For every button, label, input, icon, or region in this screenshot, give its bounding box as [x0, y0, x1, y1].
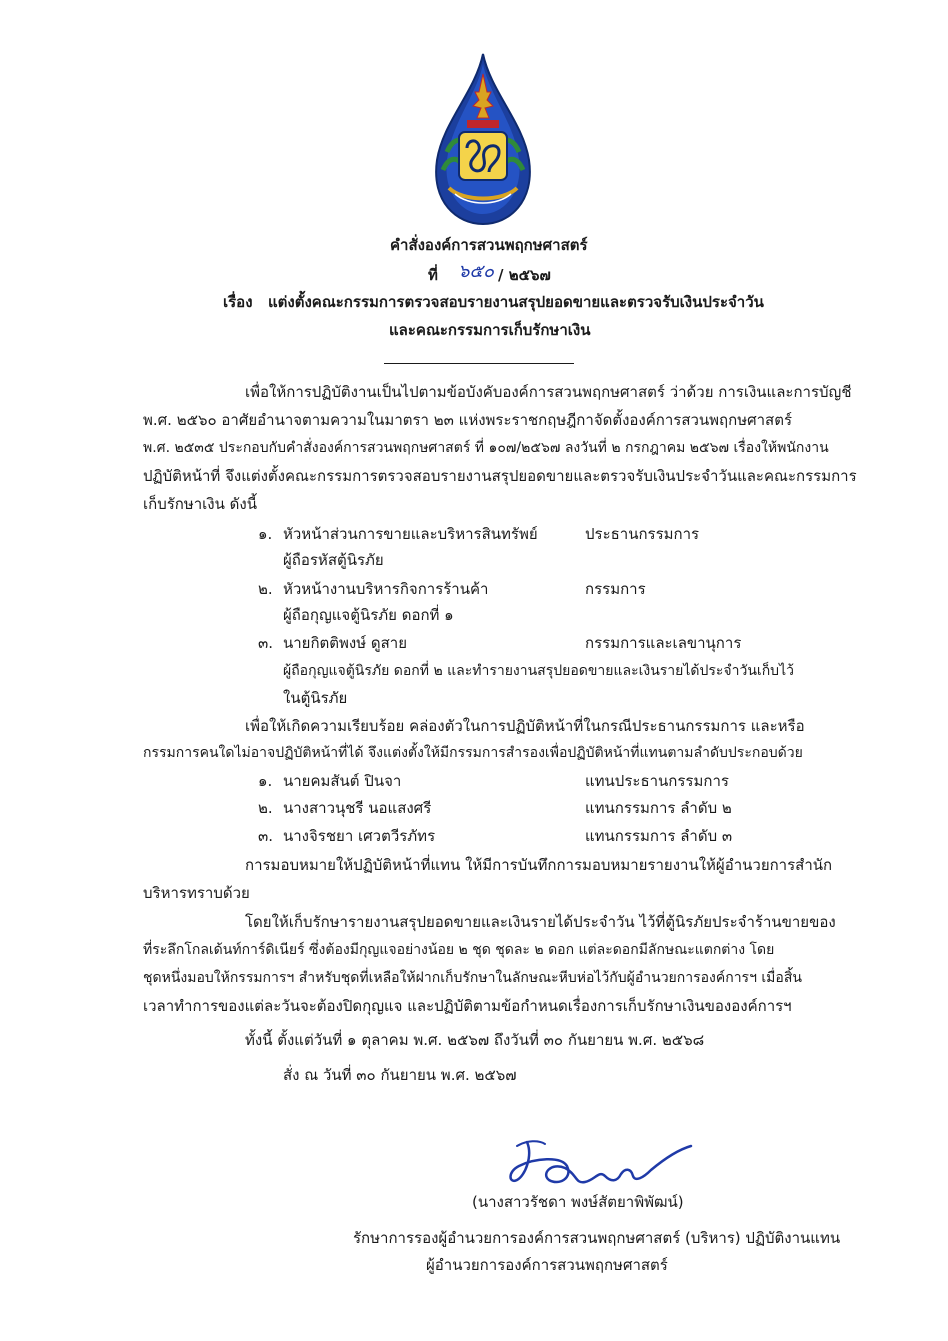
effective-period: ทั้งนี้ ตั้งแต่วันที่ ๑ ตุลาคม พ.ศ. ๒๕๖๗ ถึงวันที่ ๓๐ กันยายน พ.ศ. ๒๕๖๘ [245, 1031, 705, 1049]
handwritten-signature-icon [505, 1132, 695, 1192]
organization-emblem-icon [423, 52, 543, 227]
para3-line-2: บริหารทราบด้วย [143, 884, 250, 902]
subject-line-1: แต่งตั้งคณะกรรมการตรวจสอบรายงานสรุปยอดขายและตรวจรับเงินประจำวัน [268, 293, 764, 311]
signer-name: (นางสาวรัชดา พงษ์สัตยาพิพัฒน์) [472, 1193, 684, 1211]
signer-position-line-1: รักษาการรองผู้อำนวยการองค์การสวนพฤกษศาสตร์ (บริหาร) ปฏิบัติงานแทน [353, 1229, 841, 1247]
para4-line-4: เวลาทำการของแต่ละวันจะต้องปิดกุญแจ และปฏิบัติตามข้อกำหนดเรื่องการเก็บรักษาเงินขององค์การฯ [143, 997, 792, 1015]
para1-line-3: พ.ศ. ๒๕๓๕ ประกอบกับคำสั่งองค์การสวนพฤกษศาสตร์ ที่ ๑๐๗/๒๕๖๗ ลงวันที่ ๒ กรกฎาคม ๒๕๖๗ เรื่องให้พนักงาน [143, 440, 829, 456]
order-date: สั่ง ณ วันที่ ๓๐ กันยายน พ.ศ. ๒๕๖๗ [283, 1066, 517, 1084]
subject-label: เรื่อง [223, 293, 253, 311]
reserve-2-role: แทนกรรมการ ลำดับ ๒ [585, 799, 732, 817]
committee-3-note-line-1: ผู้ถือกุญแจตู้นิรภัย ดอกที่ ๒ และทำรายงานสรุปยอดขายและเงินรายได้ประจำวันเก็บไว้ [283, 663, 794, 679]
committee-3-name: นายกิตติพงษ์ ดูสาย [283, 634, 408, 652]
para1-line-2: พ.ศ. ๒๕๖๐ อาศัยอำนาจตามความในมาตรา ๒๓ แห่งพระราชกฤษฎีกาจัดตั้งองค์การสวนพฤกษศาสตร์ [143, 411, 793, 429]
order-number-year: / ๒๕๖๗ [498, 266, 551, 284]
reserve-3-role: แทนกรรมการ ลำดับ ๓ [585, 827, 733, 845]
committee-1-name: หัวหน้าส่วนการขายและบริหารสินทรัพย์ [283, 525, 538, 543]
reserve-2-name: นางสาวนุชรี นอแสงศรี [283, 799, 432, 817]
reserve-1-role: แทนประธานกรรมการ [585, 772, 729, 790]
committee-3-role: กรรมการและเลขานุการ [585, 634, 742, 652]
para1-line-1: เพื่อให้การปฏิบัติงานเป็นไปตามข้อบังคับองค์การสวนพฤกษศาสตร์ ว่าด้วย การเงินและการบัญชี [245, 383, 852, 401]
order-number-label: ที่ [428, 266, 438, 284]
committee-2-number: ๒. [258, 580, 273, 598]
para3-line-1: การมอบหมายให้ปฏิบัติหน้าที่แทน ให้มีการบันทึกการมอบหมายรายงานให้ผู้อำนวยการสำนัก [245, 856, 833, 874]
order-title: คำสั่งองค์การสวนพฤกษศาสตร์ [390, 236, 588, 254]
para4-line-1: โดยให้เก็บรักษารายงานสรุปยอดขายและเงินรายได้ประจำวัน ไว้ที่ตู้นิรภัยประจำร้านขายของ [245, 913, 836, 931]
reserve-1-name: นายคมสันต์ ปินจา [283, 772, 402, 790]
para4-line-2: ที่ระลึกโกลเด้นท์การ์ดิเนียร์ ซึ่งต้องมีกุญแจอย่างน้อย ๒ ชุด ชุดละ ๒ ดอก แต่ละดอกมีลักษณะแตกต่าง โดย [143, 942, 775, 958]
heading-divider [384, 363, 574, 364]
para4-line-3: ชุดหนึ่งมอบให้กรรมการฯ สำหรับชุดที่เหลือให้ฝากเก็บรักษาในลักษณะหีบห่อไว้กับผู้อำนวยการองค์การฯ เมื่อสิ้น [143, 970, 802, 986]
committee-3-note-line-2: ในตู้นิรภัย [283, 689, 348, 707]
para2-line-1: เพื่อให้เกิดความเรียบร้อย คล่องตัวในการปฏิบัติหน้าที่ในกรณีประธานกรรมการ และหรือ [245, 717, 805, 735]
committee-2-note: ผู้ถือกุญแจตู้นิรภัย ดอกที่ ๑ [283, 606, 454, 624]
committee-2-name: หัวหน้างานบริหารกิจการร้านค้า [283, 580, 489, 598]
reserve-3-name: นางจิรชยา เศวตวีรภัทร [283, 827, 436, 845]
committee-3-number: ๓. [258, 634, 274, 652]
reserve-3-number: ๓. [258, 827, 274, 845]
para1-line-5: เก็บรักษาเงิน ดังนี้ [143, 495, 257, 513]
reserve-2-number: ๒. [258, 799, 273, 817]
reserve-1-number: ๑. [258, 772, 273, 790]
para2-line-2: กรรมการคนใดไม่อาจปฏิบัติหน้าที่ได้ จึงแต่งตั้งให้มีกรรมการสำรองเพื่อปฏิบัติหน้าที่แทนตามลำดับประกอบด้วย [143, 745, 803, 761]
committee-1-note: ผู้ถือรหัสตู้นิรภัย [283, 551, 384, 569]
order-number-handwritten: ๖๕๐ [458, 261, 495, 282]
committee-1-role: ประธานกรรมการ [585, 525, 700, 543]
committee-2-role: กรรมการ [585, 580, 646, 598]
committee-1-number: ๑. [258, 525, 273, 543]
para1-line-4: ปฏิบัติหน้าที่ จึงแต่งตั้งคณะกรรมการตรวจสอบรายงานสรุปยอดขายและตรวจรับเงินประจำวันและคณะกรรมการ [143, 467, 857, 485]
subject-line-2: และคณะกรรมการเก็บรักษาเงิน [389, 321, 591, 339]
signer-position-line-2: ผู้อำนวยการองค์การสวนพฤกษศาสตร์ [426, 1256, 668, 1274]
